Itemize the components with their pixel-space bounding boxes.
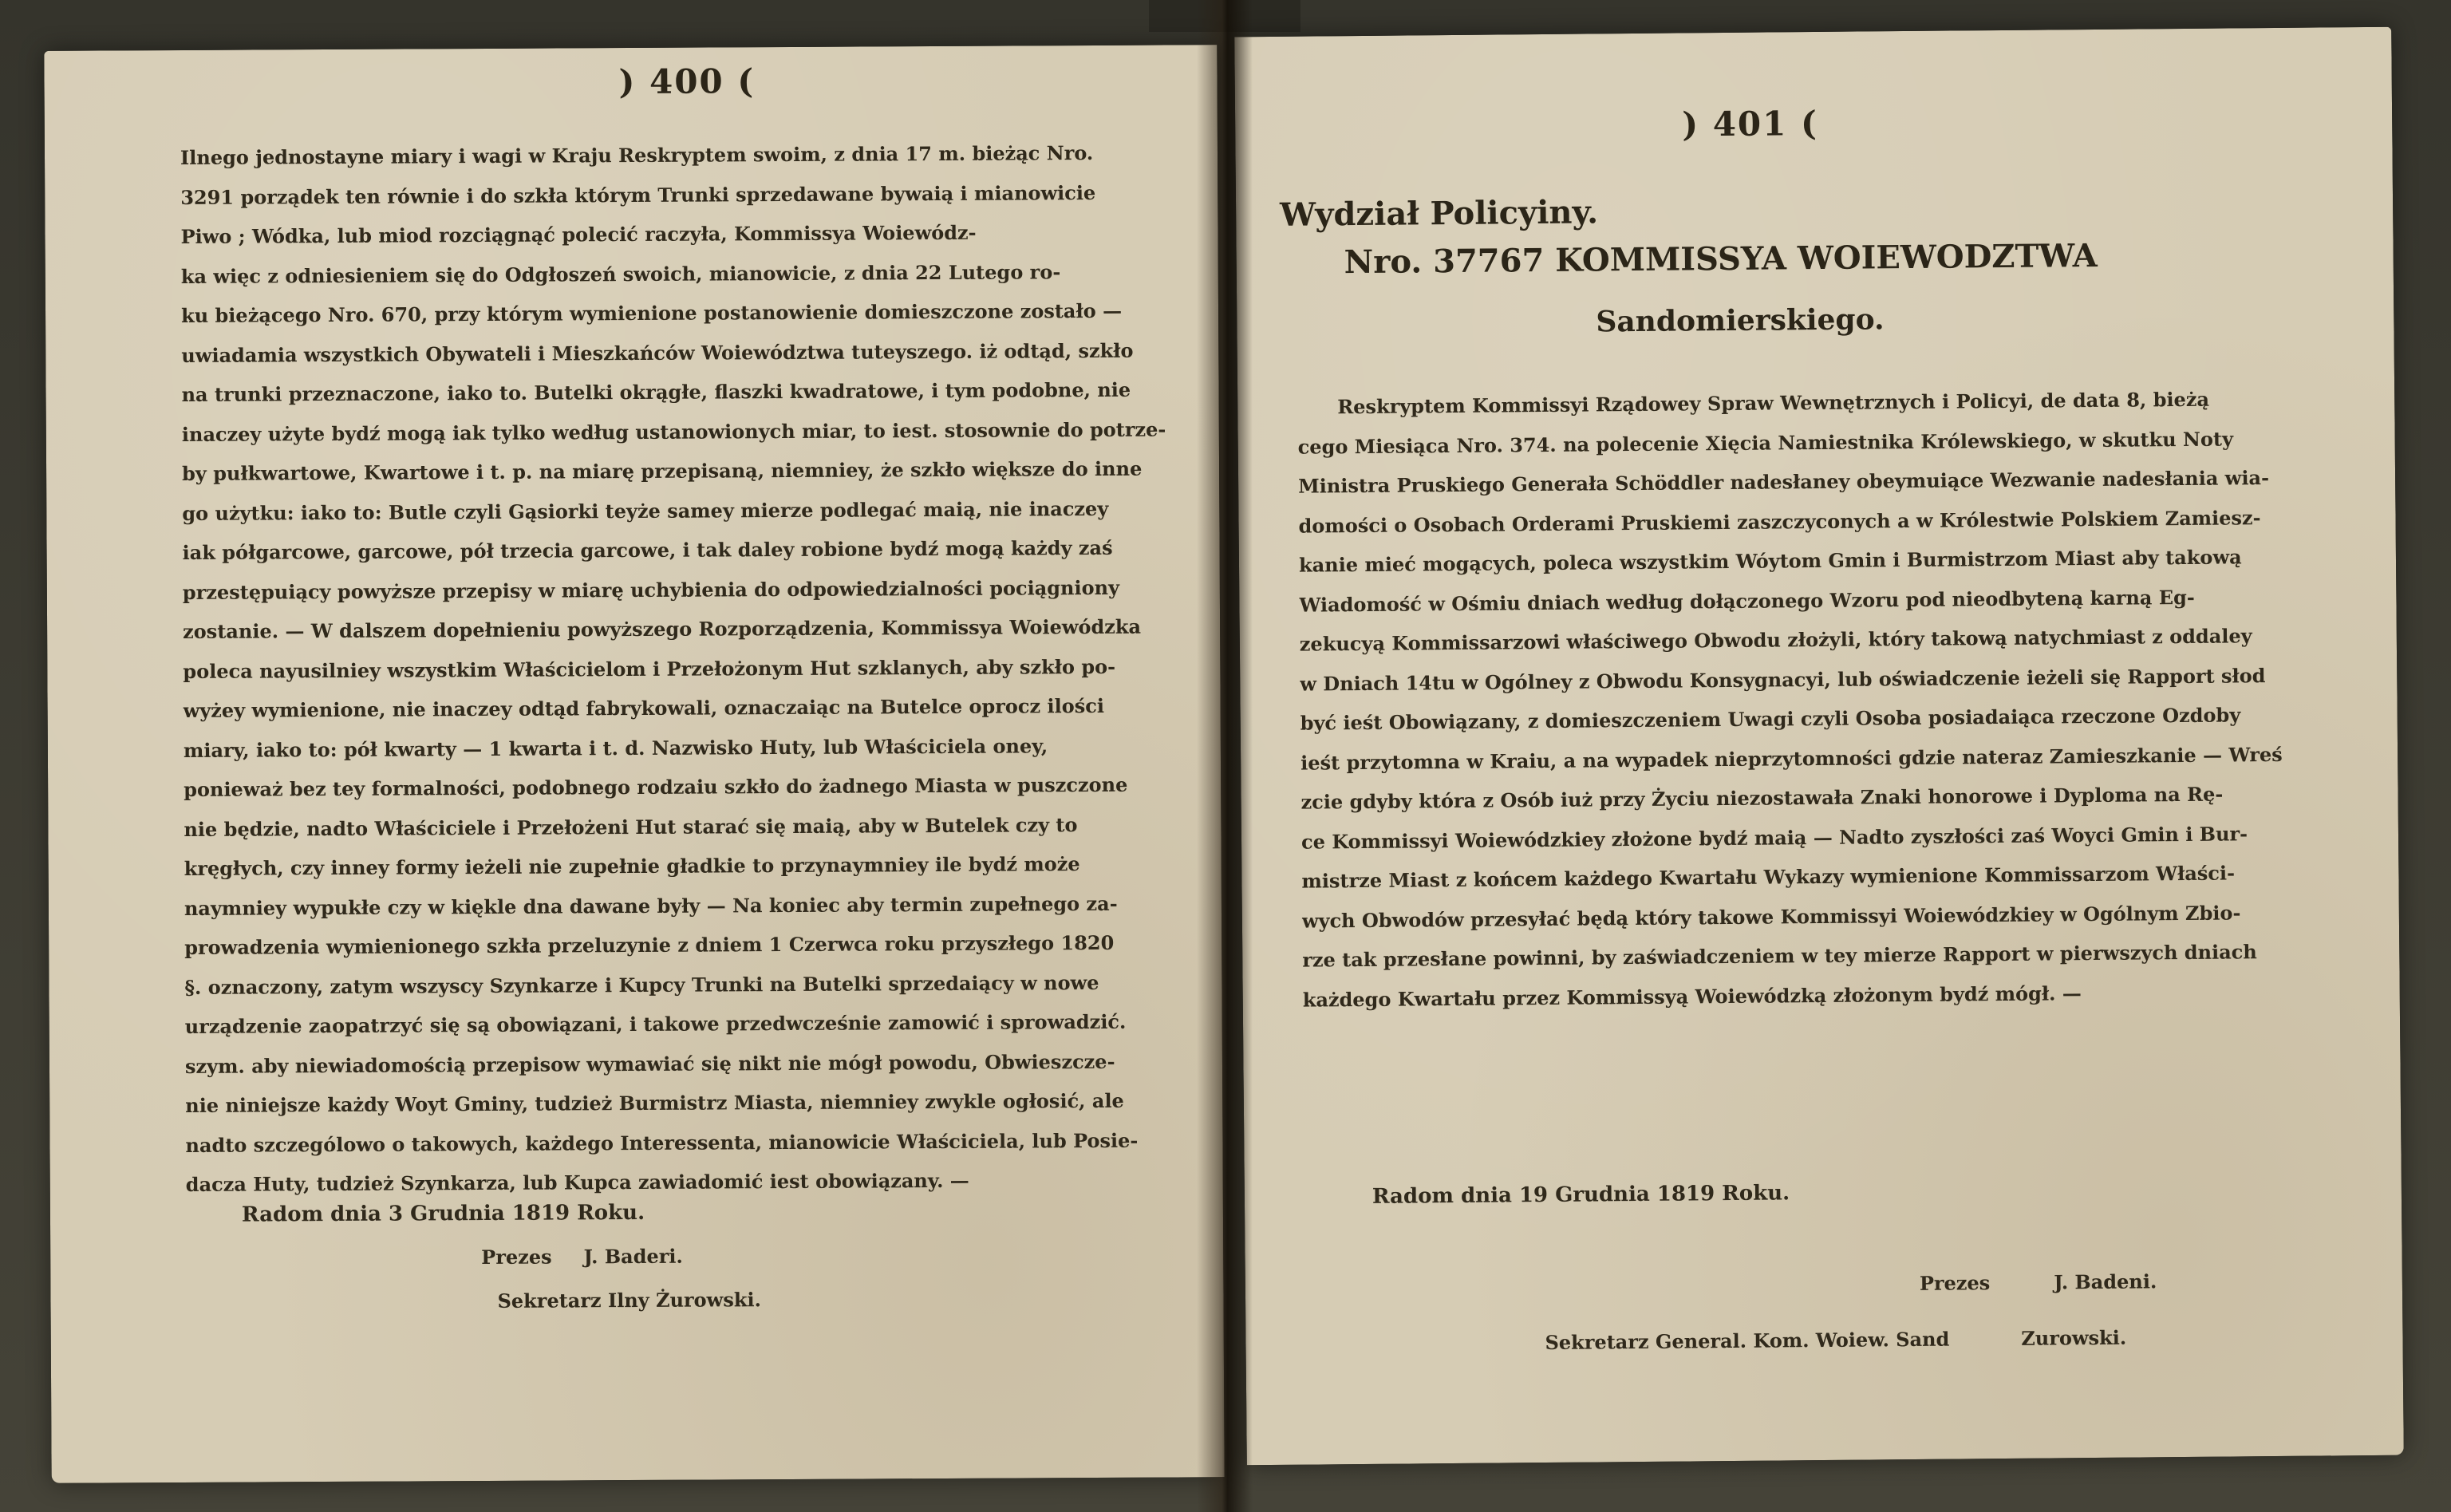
right-place-date: Radom dnia 19 Grudnia 1819 Roku.	[1372, 1181, 1790, 1209]
text-line: domości o Osobach Orderami Pruskiemi zaszczyconych a w Królestwie Polskiem Zamiesz-	[1298, 505, 2261, 538]
text-line: wych Obwodów przesyłać będą który takowe Kommissyi Woiewódzkiey w Ogólnym Zbio-	[1301, 900, 2241, 933]
text-line: Reskryptem Kommissyi Rządowey Spraw Wewnętrznych i Policyi, de data 8, bieżą	[1337, 387, 2210, 419]
left-body-text	[180, 132, 1223, 1204]
document-subheading: Sandomierskiego.	[1596, 302, 1885, 339]
text-line: każdego Kwartału przez Kommissyą Woiewódzką złożonym bydź mógł. —	[1302, 981, 2082, 1012]
text-line: uwiadamia wszystkich Obywateli i Mieszkańców Woiewództwa tuteyszego. iż odtąd, szkło	[181, 338, 1134, 367]
left-place-date: Radom dnia 3 Grudnia 1819 Roku.	[241, 1200, 645, 1227]
text-line: inaczey użyte bydź mogą iak tylko według ustanowionych miar, to iest. stosownie do potrze-	[181, 417, 1166, 446]
text-line: poleca nayusilniey wszystkim Właścicielom i Przełożonym Hut szklanych, aby szkło po-	[183, 654, 1116, 683]
text-line: iak półgarcowe, garcowe, pół trzecia garcowe, i tak daley robione bydź mogą każdy zaś	[182, 535, 1113, 564]
text-line: mistrze Miast z końcem każdego Kwartału Wykazy wymienione Kommissarzom Właści-	[1301, 861, 2236, 893]
right-presiding-name: J. Badeni.	[2054, 1269, 2157, 1294]
book-gutter	[1197, 0, 1253, 1512]
text-line: ka więc z odniesieniem się do Odgłoszeń swoich, mianowicie, z dnia 22 Lutego ro-	[180, 259, 1061, 288]
text-line: urządzenie zaopatrzyć się są obowiązani, i takowe przedwcześnie zamowić i sprowadzić.	[184, 1009, 1127, 1038]
right-body-text	[1297, 378, 2356, 1019]
text-line: by pułkwartowe, Kwartowe i t. p. na miarę przepisaną, niemniey, że szkło większe do inne	[182, 456, 1143, 485]
text-line: Piwo ; Wódka, lub miod rozciągnąć polecić raczyła, Kommissya Woiewódz-	[180, 220, 977, 248]
text-line: ieśt przytomna w Kraiu, a na wypadek nieprzytomności gdzie nateraz Zamieszkanie — Wreś	[1300, 742, 2283, 775]
text-line: zostanie. — W dalszem dopełnieniu powyższego Rozporządzenia, Kommissya Woiewódzka	[183, 614, 1142, 643]
right-presiding-label: Prezes	[1919, 1271, 1991, 1295]
text-line: wyżey wymienione, nie inaczey odtąd fabrykowali, oznaczaiąc na Butelce oprocz ilości	[183, 693, 1105, 722]
text-line: nie niniejsze każdy Woyt Gminy, tudzież Burmistrz Miasta, niemniey zwykle ogłosić, ale	[185, 1088, 1124, 1117]
text-line: go użytku: iako to: Butle czyli Gąsiorki teyże samey mierze podlegać maią, nie inaczey	[182, 496, 1109, 525]
text-line: naymniey wypukłe czy w kiękle dna dawane były — Na koniec aby termin zupełnego za-	[184, 891, 1118, 920]
right-presiding-signature	[1920, 1269, 2157, 1295]
text-line: nadto szczególowo o takowych, każdego Interessenta, mianowicie Właściciela, lub Posie-	[185, 1128, 1139, 1157]
text-line: ce Kommissyi Woiewódzkiey złożone bydź maią — Nadto zyszłości zaś Woyci Gmin i Bur-	[1300, 821, 2248, 854]
text-line: na trunki przeznaczone, iako to. Butelki okrągłe, flaszki kwadratowe, i tym podobne, nie	[181, 377, 1131, 406]
text-line: Ilnego jednostayne miary i wagi w Kraju Reskryptem swoim, z dnia 17 m. bieżąc Nro.	[180, 140, 1094, 169]
text-line: być ieśt Obowiązany, z domieszczeniem Uwagi czyli Osoba posiadaiąca rzeczone Ozdoby	[1300, 703, 2241, 735]
left-secretary-signature: Sekretarz Ilny Żurowski.	[497, 1288, 761, 1313]
text-line: miary, iako to: pół kwarty — 1 kwarta i t. d. Nazwisko Huty, lub Właściciela oney,	[183, 733, 1048, 762]
right-secretary-signature	[1545, 1326, 2126, 1354]
text-line: zcie gdyby która z Osób iuż przy Życiu niezostawała Znaki honorowe i Dyploma na Rę-	[1300, 782, 2224, 814]
right-secretary-label: Sekretarz General. Kom. Woiew. Sand	[1545, 1327, 1950, 1355]
text-line: dacza Huty, tudzież Szynkarza, lub Kupca zawiadomić iest obowiązany. —	[185, 1168, 969, 1196]
text-line: prowadzenia wymienionego szkła przeluzynie z dniem 1 Czerwca roku przyszłego 1820	[184, 930, 1115, 959]
text-line: ku bieżącego Nro. 670, przy którym wymienione postanowienie domieszczone zostało —	[180, 298, 1123, 327]
text-line: nie będzie, nadto Właściciele i Przełożeni Hut starać się maią, aby w Butelek czy to	[184, 812, 1078, 841]
text-line: kręgłych, czy inney formy ieżeli nie zupełnie gładkie to przynaymniey ile bydź może	[184, 852, 1080, 880]
text-line: Wiadomość w Ośmiu dniach według dołączonego Wzoru pod nieodbyteną karną Eg-	[1299, 585, 2195, 617]
text-line: rze tak przesłane powinni, by zaświadczeniem w tey mierze Rapport w pierwszych dniach	[1302, 940, 2257, 972]
text-line: §. oznaczony, zatym wszyscy Szynkarze i Kupcy Trunki na Butelki sprzedaiący w nowe	[184, 970, 1099, 999]
department-title: Wydział Policyiny.	[1279, 193, 1599, 234]
right-page-number: ) 401 (	[1681, 103, 1819, 144]
left-presiding-name: J. Baderi.	[583, 1244, 683, 1269]
text-line: kanie mieć mogących, poleca wszystkim Wóytom Gmin i Burmistrzom Miast aby takową	[1298, 545, 2242, 577]
text-line: ponieważ bez tey formalności, podobnego rodzaiu szkło do żadnego Miasta w puszczone	[184, 772, 1128, 801]
text-line: 3291 porządek ten równie i do szkła którym Trunki sprzedawane bywaią i mianowicie	[180, 180, 1096, 209]
right-page	[1234, 27, 2404, 1466]
document-heading: Nro. 37767 KOMMISSYA WOIEWODZTWA	[1344, 236, 2098, 282]
text-line: Ministra Pruskiego Generała Schöddler nadesłaney obeymuiące Wezwanie nadesłania wia-	[1298, 466, 2270, 498]
text-line: w Dniach 14tu w Ogólney z Obwodu Konsygnacyi, lub oświadczenie ieżeli się Rapport słod	[1300, 663, 2266, 696]
text-line: szym. aby niewiadomością przepisow wymawiać się nikt nie mógł powodu, Obwieszcze-	[184, 1049, 1115, 1078]
left-page	[44, 45, 1224, 1483]
text-line: przestępuiący powyższe przepisy w miarę uchybienia do odpowiedzialności pociągniony	[182, 575, 1120, 604]
left-page-number: ) 400 (	[618, 61, 756, 102]
left-presiding-signature	[481, 1245, 683, 1269]
text-line: cego Miesiąca Nro. 374. na polecenie Xięcia Namiestnika Królewskiego, w skutku Noty	[1297, 426, 2234, 459]
right-secretary-name: Zurowski.	[2021, 1325, 2127, 1350]
left-presiding-label: Prezes	[481, 1245, 552, 1269]
text-line: zekucyą Kommissarzowi właściwego Obwodu złożyli, który takową natychmiast z oddaley	[1299, 624, 2252, 656]
